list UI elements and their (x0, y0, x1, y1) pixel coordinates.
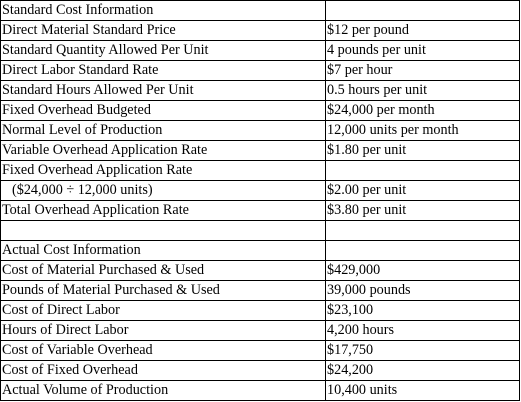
row-value (326, 1, 520, 21)
row-label: Fixed Overhead Budgeted (1, 101, 326, 121)
row-value: $24,000 per month (326, 101, 520, 121)
row-label: Direct Labor Standard Rate (1, 61, 326, 81)
row-label: Actual Volume of Production (1, 381, 326, 401)
table-row (1, 301, 520, 321)
row-label: Total Overhead Application Rate (1, 201, 326, 221)
table-row (1, 81, 520, 101)
row-value: 0.5 hours per unit (326, 81, 520, 101)
row-label: Standard Cost Information (1, 1, 326, 21)
row-value (326, 221, 520, 241)
row-value: $1.80 per unit (326, 141, 520, 161)
table-row (1, 161, 520, 181)
row-value: $24,200 (326, 361, 520, 381)
row-value: $17,750 (326, 341, 520, 361)
row-label: Cost of Material Purchased & Used (1, 261, 326, 281)
row-label: Variable Overhead Application Rate (1, 141, 326, 161)
table-row (1, 141, 520, 161)
row-value: 12,000 units per month (326, 121, 520, 141)
row-label (1, 221, 326, 241)
row-value: 39,000 pounds (326, 281, 520, 301)
row-value: 10,400 units (326, 381, 520, 401)
row-value: $2.00 per unit (326, 181, 520, 201)
row-label: Hours of Direct Labor (1, 321, 326, 341)
row-label: Cost of Fixed Overhead (1, 361, 326, 381)
row-label: Cost of Direct Labor (1, 301, 326, 321)
table-row (1, 261, 520, 281)
row-label: Normal Level of Production (1, 121, 326, 141)
row-value: $3.80 per unit (326, 201, 520, 221)
row-label: Cost of Variable Overhead (1, 341, 326, 361)
row-value (326, 241, 520, 261)
table-row (1, 21, 520, 41)
table-row (1, 381, 520, 401)
table-row (1, 241, 520, 261)
table-row (1, 341, 520, 361)
table-row (1, 321, 520, 341)
row-label: Standard Quantity Allowed Per Unit (1, 41, 326, 61)
table-row (1, 121, 520, 141)
row-value: $7 per hour (326, 61, 520, 81)
table-row (1, 361, 520, 381)
row-label: Direct Material Standard Price (1, 21, 326, 41)
row-value: $429,000 (326, 261, 520, 281)
table-row (1, 41, 520, 61)
table-row (1, 61, 520, 81)
table-row (1, 1, 520, 21)
row-value (326, 161, 520, 181)
table-row (1, 181, 520, 201)
row-label: Pounds of Material Purchased & Used (1, 281, 326, 301)
row-value: 4,200 hours (326, 321, 520, 341)
table-row (1, 101, 520, 121)
row-label: Fixed Overhead Application Rate (1, 161, 326, 181)
row-label: Actual Cost Information (1, 241, 326, 261)
row-value: $12 per pound (326, 21, 520, 41)
row-label: Standard Hours Allowed Per Unit (1, 81, 326, 101)
table-row (1, 221, 520, 241)
table-row (1, 281, 520, 301)
row-value: $23,100 (326, 301, 520, 321)
table-row (1, 201, 520, 221)
row-label: ($24,000 ÷ 12,000 units) (1, 181, 326, 201)
row-value: 4 pounds per unit (326, 41, 520, 61)
